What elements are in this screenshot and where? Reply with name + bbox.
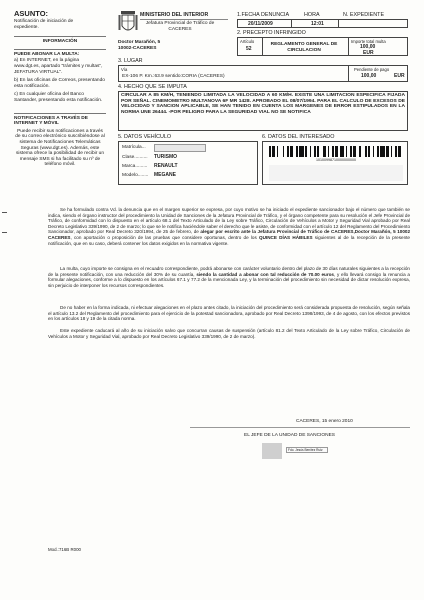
vehiculo-box [118,141,258,185]
body-text: siguientes al de la recepción de la presente notificación, que en su caso, deberá contener los datos exigidos en la normativa vigente. [48,234,410,246]
body-bold: siendo la cantidad a abonar con tal reducción de 70.00 euros [196,271,334,277]
divider [140,19,228,20]
precepto-box [237,37,408,56]
signature-stamp [286,447,328,453]
asunto-title: ASUNTO: [14,9,49,18]
pendiente-unit: EUR [394,73,405,79]
body-text: Este expediente caducará al año de su iniciación salvo que concurran causas de suspensión (artículo 81.2 del Texto Articulado de la Ley sobre Tráfico, Circulación de Vehículos a Motor y Seguridad Vial, aprobado por Real Decreto Legislativo 339/1990, de 2 de marzo). [48,328,410,339]
via-label: Vía [121,67,128,72]
barcode-icon [269,146,403,157]
lugar-value: EX-106 P. Km.:63.9 sentido:CORIA (CACERES) [122,74,225,79]
fecha-label: 1.FECHA DENUNCIA [237,12,290,18]
fold-mark [2,232,7,233]
jefatura-name: Jefatura Provincial de Tráfico de CACERES [145,21,215,32]
body-text: Se ha formulado contra Vd. la denuncia que en el margen superior se expresa, por cuyo motivo se ha iniciado el expediente sancionador bajo el número que también se indica, siendo el órgano instructor del procedimiento la Unidad de Sanciones de la Jefatura Provincial de Tráfico, y el órgano competente para su resolución el Jefe Provincial de Tráfico, de conformidad con lo dispuesto en el artículo 68.1 del Texto Articulado de la Ley sobre Tráfico, Circulación de Vehículos a Motor y Seguridad Vial aprobado por Real Decreto Legislativo 339/1990, de 2 de marzo; lo que se le notifica haciéndole saber el derecho que le asiste, de conformidad con el artículo 12 del Reglamento del Procedimiento Sancionador, aprobado por Real Decreto 320/1994, de 25 de febrero, de [48,207,410,235]
lugar-label: 3. LUGAR [118,58,143,64]
body-paragraph-3 [48,305,410,322]
notif-text: Puede recibir sus notificaciones a través de su correo electrónico suscribiéndose al sistema de Notificaciones Telemáticas Seguras (www.dgt.es). Además, este sistema ofrece la posibilidad de recibir un mensaje SMS si ha facilitado su nº de teléfono móvil. [15,128,105,168]
hora-value: 12:01 [311,21,324,27]
divider [348,66,349,82]
pay-title: PUEDE ABONAR LA MULTA: [14,51,80,57]
modelo-value: MEGANE [154,172,176,178]
info-title: INFORMACIÓN [42,39,78,45]
reglamento-value: REGLAMENTO GENERAL DE CIRCULACION [270,42,338,53]
body-bold: QUINCE DÍAS HÁBILES [259,234,313,240]
importe-unit: EUR [363,50,374,56]
vehiculo-label: 5. DATOS VEHÍCULO [118,134,172,140]
divider [291,20,292,28]
address-redacted [269,165,403,181]
fold-mark [2,212,7,213]
divider [14,113,106,114]
divider [190,427,410,428]
divider [14,36,106,37]
marca-value: RENAULT [154,163,178,169]
precepto-label: 2. PRECEPTO INFRINGIDO [237,30,306,36]
lugar-box [118,65,408,82]
importe-value: 100,00 [360,44,376,50]
body-text: De no haber en la forma indicada, ni efectuar alegaciones en el plazo antes citado, la iniciación del procedimiento será considerada propuesta de resolución, según señala el artículo 13.2 del Reglamento del procedimiento para el ejercicio de la potestad sancionadora, aprobado por Real Decreto 1398/1993, de 4 de agosto, con los efectos previstos en los artículos 18 y 19 de la citada norma. [48,305,410,322]
address-line: Doctor Marañón, 5 [118,40,161,45]
fecha-value: 20/11/2009 [248,21,273,27]
pendiente-label: Pendiente de pago [354,67,390,72]
body-bold: alegar por escrito ante la Jefatura Provincial de Tráfico de CACERES,Doctor Marañón, 5 10002 CACERES [48,229,410,240]
notif-title: NOTIFICACIONES A TRAVÉS DE INTERNET Y MÓVIL [14,115,88,127]
signer-title: EL JEFE DE LA UNIDAD DE SANCIONES [244,433,335,438]
pay-option-internet: a) En INTERNET, en la página www.dgt.es, apartado "trámites y multas", JEFATURA VIRTUAL". [14,58,103,75]
body-text: La multa, cuyo importe se consigna en el recuadro correspondiente, podrá abonarse con carácter voluntario dentro del plazo de 30 días naturales siguientes a la recepción de la presente notificación, con una reducción del 30% de su cuantía, [48,266,410,277]
interesado-box [262,141,408,185]
jefatura-address [118,40,198,51]
place-date: CACERES, 15 enero 2010 [296,419,353,424]
divider [262,38,263,56]
hecho-label: 4. HECHO QUE SE IMPUTA [118,84,187,90]
importe-label: Importe total multa [351,39,386,44]
body-text: , con aportación o proposición de las pruebas que considere oportunas, dentro de los [70,234,257,240]
modelo-label: Modelo........ [122,173,149,178]
clase-value: TURISMO [154,154,178,160]
clase-label: Clase.......... [122,155,148,160]
hecho-box [118,91,408,131]
divider [338,20,339,28]
ministry-name: MINISTERIO DEL INTERIOR [140,12,209,18]
hora-label: HORA [304,12,320,18]
signature-seal-icon [262,443,282,459]
sidebar [14,10,114,168]
pay-option-bank: c) En cualquier oficina del Banco Santander, presentando esta notificación. [14,92,103,103]
marca-label: Marca......... [122,164,148,169]
signer-name: Fdo. Jesús Benítez Ruiz [288,448,323,452]
articulo-label: Artículo [240,39,255,44]
coat-of-arms-icon [118,10,138,36]
divider [14,49,106,50]
interesado-label: 6. DATOS DEL INTERESADO [262,134,335,140]
fecha-hora-box [237,19,408,28]
body-paragraph-2 [48,266,410,288]
divider [348,38,349,56]
body-paragraph-1 [48,207,410,246]
matricula-label: Matrícula... [122,145,146,150]
hecho-value: CIRCULAR A 85 KM/H, TENIENDO LIMITADA LA VELOCIDAD A 60 KM/H. EXISTE UNA LIMITACION ESPECIFICA FIJADA POR SEÑAL. CINEMOMETRO MULTANOVA 6F MR 1428. APROBADO EL 08/07/1994. PARA EL CALCULO DE EXCESOS DE VELOCIDAD Y SANCION APLICABLE, SE HAN TENIDO EN CUENTA LOS MARGENES DE ERROR ESTIPULADOS EN LA NORMA UNE 26444. -POR PELIGRO PARA LA SEGURIDAD VIAL NO SE NOTIFICA [121,93,405,116]
model-code: Mod.:716B R000 [48,547,81,552]
articulo-value: 52 [246,46,252,52]
ministry-block [140,12,234,32]
address-line: 10002-CACERES [118,45,157,51]
asunto-text: Notificación de iniciación de expediente. [14,19,74,30]
expediente-label: N. EXPEDIENTE [343,12,385,18]
barcode-number: 10100998710000000000 [316,158,356,162]
body-text: , y ello llevará consigo la renuncia a formular alegaciones, conforme a lo dispuesto en los artículos 67.1 y 77.2 de la mencionada Ley, y la terminación del procedimiento sin necesidad de dictar resolución expresa, sin perjuicio de interponer los recursos correspondientes. [48,271,410,288]
matricula-redacted [154,144,206,152]
pendiente-value: 100,00 [361,73,377,79]
pay-option-correos: b) En las oficinas de Correos, presentando esta notificación. [14,78,105,89]
barcode-bar [401,146,403,157]
body-paragraph-4 [48,328,410,339]
